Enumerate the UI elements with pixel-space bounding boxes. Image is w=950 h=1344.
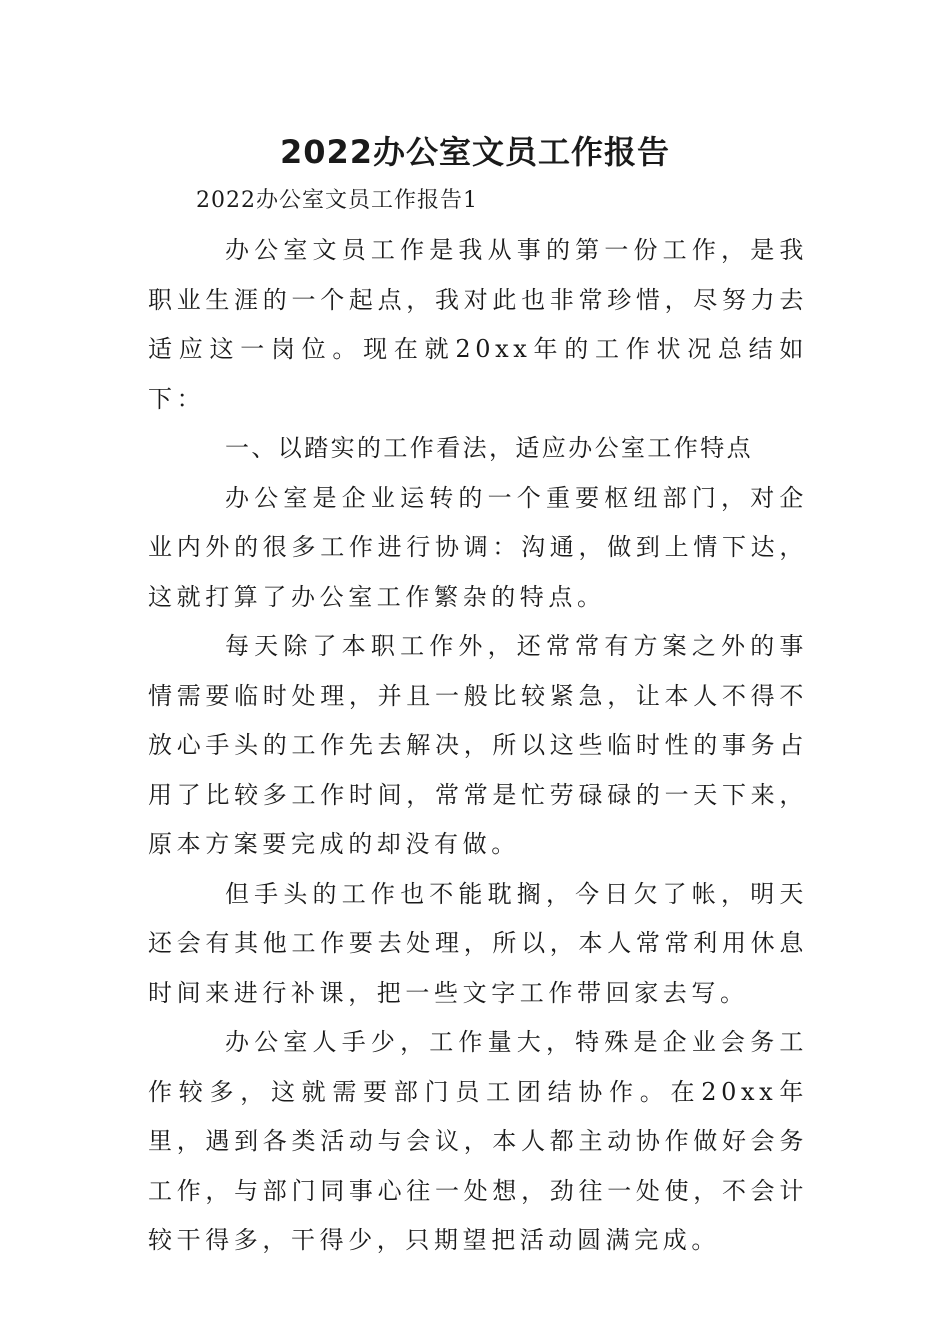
section-heading-1: 一、以踏实的工作看法，适应办公室工作特点 <box>225 434 753 462</box>
paragraph-office-role: 办公室是企业运转的一个重要枢纽部门，对企业内外的很多工作进行协调：沟通，做到上情下达，这就打算了办公室工作繁杂的特点。 <box>148 483 808 611</box>
document-title: 2022办公室文员工作报告 <box>279 133 671 171</box>
paragraph-teamwork: 办公室人手少，工作量大，特殊是企业会务工作较多，这就需要部门员工团结协作。在20xx年里，遇到各类活动与会议，本人都主动协作做好会务工作，与部门同事心往一处想，劲往一处使，不会计较干得多，干得少，只期望把活动圆满完成。 <box>148 1028 808 1254</box>
document-subtitle: 2022办公室文员工作报告1 <box>196 188 478 213</box>
document-body <box>148 226 808 1266</box>
paragraph-intro: 办公室文员工作是我从事的第一份工作，是我职业生涯的一个起点，我对此也非常珍惜，尽努力去适应这一岗位。现在就20xx年的工作状况总结如下： <box>148 236 808 413</box>
paragraph-daily-tasks: 每天除了本职工作外，还常常有方案之外的事情需要临时处理，并且一般比较紧急，让本人不得不放心手头的工作先去解决，所以这些临时性的事务占用了比较多工作时间，常常是忙劳碌碌的一天下来，原本方案要完成的却没有做。 <box>148 632 808 858</box>
paragraph-overtime: 但手头的工作也不能耽搁，今日欠了帐，明天还会有其他工作要去处理，所以，本人常常利用休息时间来进行补课，把一些文字工作带回家去写。 <box>148 879 808 1007</box>
